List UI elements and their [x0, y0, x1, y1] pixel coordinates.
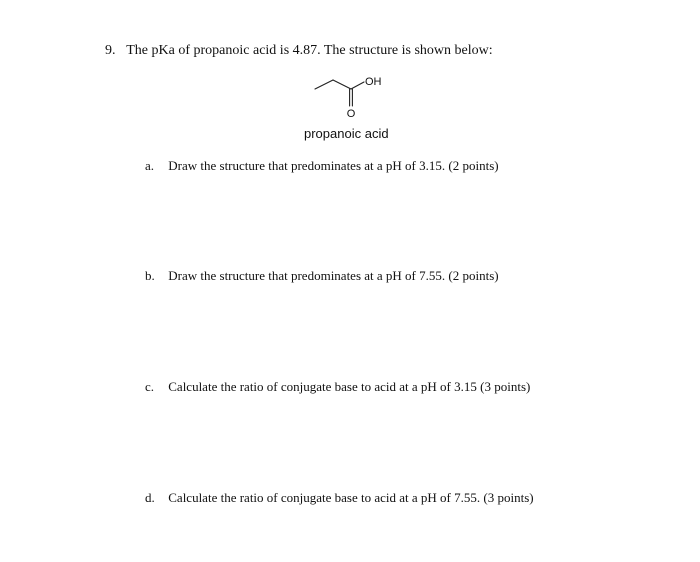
bond-ch2-c — [333, 80, 351, 89]
part-text: Draw the structure that predominates at a pH of 7.55. (2 points) — [168, 268, 499, 283]
part-text: Draw the structure that predominates at a pH of 3.15. (2 points) — [168, 158, 499, 173]
part-letter: b. — [145, 268, 155, 283]
part-letter: d. — [145, 490, 155, 505]
part-letter: a. — [145, 158, 155, 173]
compound-name: propanoic acid — [304, 126, 389, 141]
question-number: 9. — [105, 43, 116, 58]
part-c — [145, 379, 530, 395]
part-a — [145, 158, 499, 174]
bond-c-oh — [351, 82, 364, 89]
part-b — [145, 268, 499, 284]
part-text: Calculate the ratio of conjugate base to acid at a pH of 7.55. (3 points) — [168, 490, 534, 505]
propanoic-acid-structure — [306, 72, 396, 132]
part-d — [145, 490, 534, 506]
question-prompt — [105, 43, 493, 59]
part-letter: c. — [145, 379, 155, 394]
part-text: Calculate the ratio of conjugate base to acid at a pH of 3.15 (3 points) — [168, 379, 531, 394]
bond-ch3-ch2 — [315, 80, 333, 89]
question-text: The pKa of propanoic acid is 4.87. The structure is shown below: — [126, 43, 493, 58]
carbonyl-o-label: O — [346, 108, 356, 120]
oh-label: OH — [365, 76, 382, 88]
